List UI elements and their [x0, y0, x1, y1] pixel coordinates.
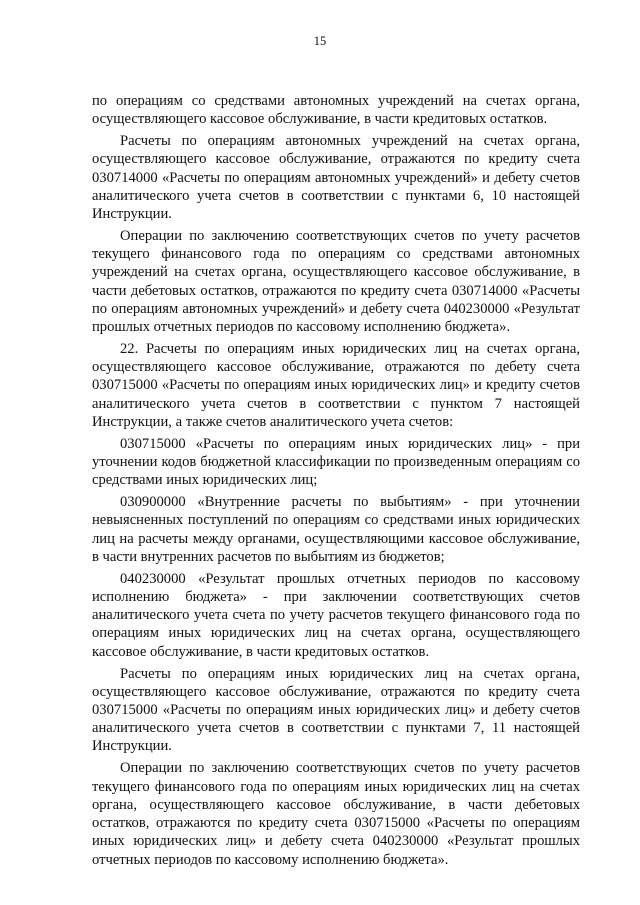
paragraph-autonomous-credit: Расчеты по операциям автономных учреждений на счетах органа, осуществляющего кассовое обслуживание, отражаются по кредиту счета 030714000 «Расчеты по операциям автономных учреждений» и дебету счетов аналитического учета счетов в соответствии с пунктами 6, 10 настоящей Инструкции. — [92, 133, 580, 223]
page-number: 15 — [313, 34, 327, 48]
paragraph-legal-entities-closing: Операции по заключению соответствующих счетов по учету расчетов текущего финансового года по операциям иных юридических лиц на счетах органа, осуществляющего кассовое обслуживание, в части дебетовых остатков, отражаются по кредиту счета 030715000 «Расчеты по операциям иных юридических лиц» и дебету счета 040230000 «Результат прошлых отчетных периодов по кассовому исполнению бюджета». — [92, 760, 580, 868]
paragraph-account-030715000: 030715000 «Расчеты по операциям иных юридических лиц» - при уточнении кодов бюджетной классификации по произведенным операциям со средствами иных юридических лиц; — [92, 435, 580, 489]
paragraph-autonomous-closing: Операции по заключению соответствующих счетов по учету расчетов текущего финансового года по операциям со средствами автономных учреждений на счетах органа, осуществляющего кассовое обслуживание, в части дебетовых остатков, отражаются по кредиту счета 030714000 «Расчеты по операциям автономных учреждений» и дебету счета 040230000 «Результат прошлых отчетных периодов по кассовому исполнению бюджета». — [92, 228, 580, 336]
paragraph-item-22: 22. Расчеты по операциям иных юридических лиц на счетах органа, осуществляющего кассовое обслуживание, отражаются по дебету счета 030715000 «Расчеты по операциям иных юридических лиц» и кредиту счетов аналитического учета счетов в соответствии с пунктом 7 настоящей Инструкции, а также счетов аналитического учета счетов: — [92, 341, 580, 430]
document-body — [92, 92, 580, 873]
paragraph-continuation: по операциям со средствами автономных учреждений на счетах органа, осуществляющего кассовое обслуживание, в части кредитовых остатков. — [92, 93, 580, 128]
paragraph-account-040230000: 040230000 «Результат прошлых отчетных периодов по кассовому исполнению бюджета» - при заключении соответствующих счетов аналитического учета счета по учету расчетов текущего финансового года по операциям иных юридических лиц на счетах органа, осуществляющего кассовое обслуживание, в части кредитовых остатков. — [92, 570, 580, 660]
paragraph-account-030900000: 030900000 «Внутренние расчеты по выбытиям» - при уточнении невыясненных поступлений по операциям со средствами иных юридических лиц на расчеты между органами, осуществляющими кассовое обслуживание, в части внутренних расчетов по выбытиям из бюджетов; — [92, 494, 580, 565]
paragraph-legal-entities-credit: Расчеты по операциям иных юридических лиц на счетах органа, осуществляющего кассовое обслуживание, отражаются по кредиту счета 030715000 «Расчеты по операциям иных юридических лиц» и дебету счетов аналитического учета счетов в соответствии с пунктами 7, 11 настоящей Инструкции. — [92, 665, 580, 755]
